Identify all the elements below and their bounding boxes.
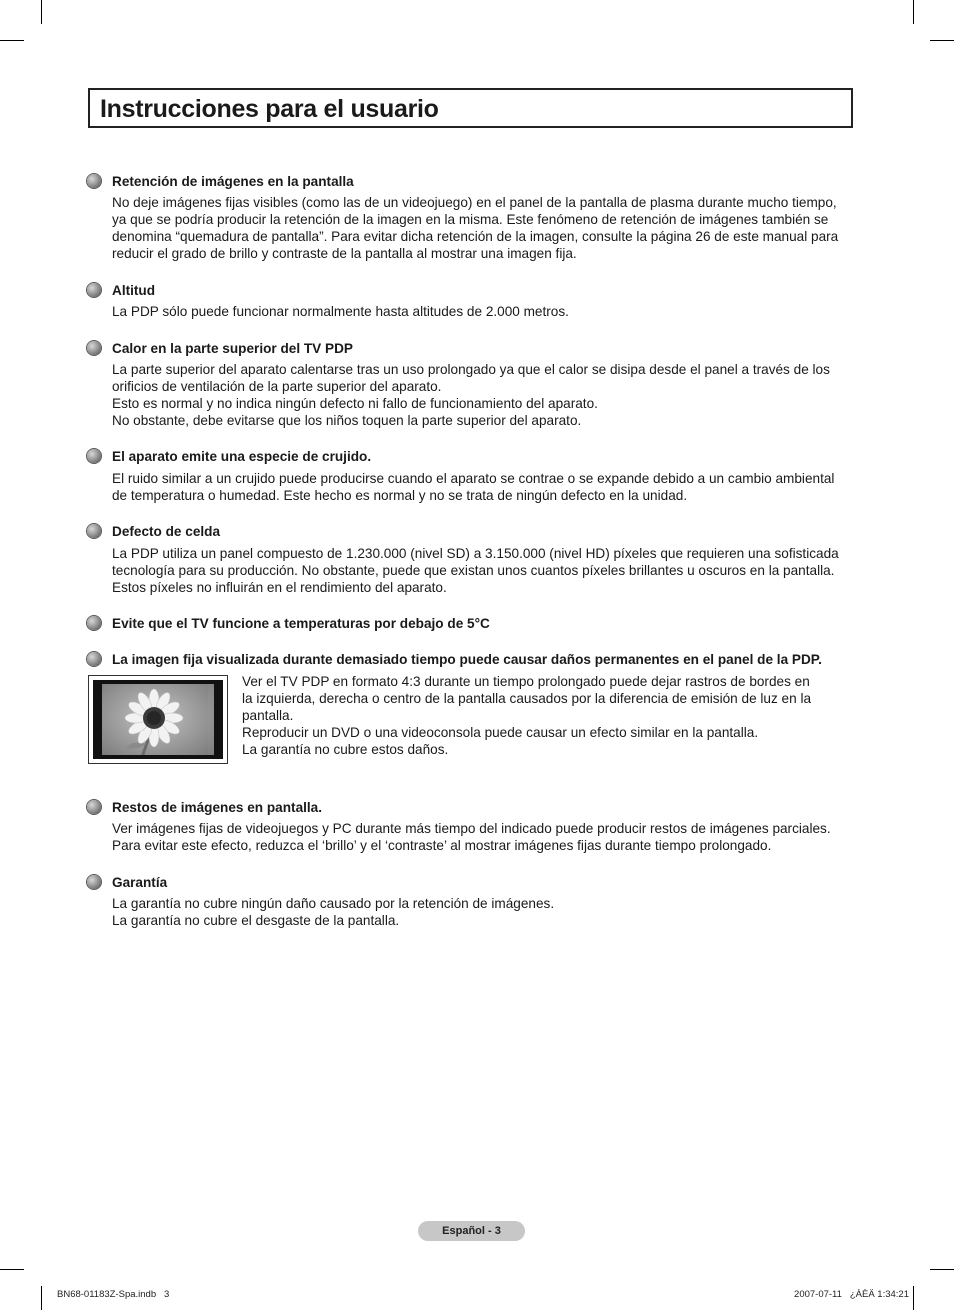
crop-mark <box>913 0 914 24</box>
section-heading: Garantía <box>112 875 168 890</box>
section-body <box>112 361 862 429</box>
body-line: Reproducir un DVD o una videoconsola puede causar un efecto similar en la pantalla. <box>242 725 759 740</box>
section-body <box>112 470 862 504</box>
body-line: la izquierda, derecha o centro de la pantalla causados por la diferencia de emisión de luz en la <box>242 691 812 706</box>
body-line: Esto es normal y no indica ningún defecto ni fallo de funcionamiento del aparato. <box>112 396 598 411</box>
body-line: No obstante, debe evitarse que los niños toquen la parte superior del aparato. <box>112 413 582 428</box>
section-body <box>112 820 862 854</box>
section-body <box>112 895 862 929</box>
footer-timestamp: 2007-07-11 ¿ÀÈÄ 1:34:21 <box>794 1289 909 1300</box>
body-line: La garantía no cubre ningún daño causado por la retención de imágenes. <box>112 896 555 911</box>
round-bullet-icon <box>87 341 101 355</box>
body-line: Estos píxeles no influirán en el rendimiento del aparato. <box>112 580 447 595</box>
round-bullet-icon <box>87 524 101 538</box>
crop-mark <box>913 1286 914 1310</box>
section-body <box>112 545 862 596</box>
body-line: Para evitar este efecto, reduzca el ‘brillo’ y el ‘contraste’ al mostrar imágenes fijas durante tiempo prolongado. <box>112 838 772 853</box>
sunflower-picture <box>102 684 214 755</box>
section-heading: Restos de imágenes en pantalla. <box>112 800 323 815</box>
section-body <box>112 194 862 262</box>
body-line: La garantía no cubre el desgaste de la pantalla. <box>112 913 400 928</box>
round-bullet-icon <box>87 283 101 297</box>
body-line: de temperatura o humedad. Este hecho es normal y no se trata de ningún defecto en la unidad. <box>112 488 688 503</box>
footer-file-info: BN68-01183Z-Spa.indb 3 <box>57 1289 170 1300</box>
section-body <box>112 303 862 320</box>
round-bullet-icon <box>87 875 101 889</box>
section-heading: Calor en la parte superior del TV PDP <box>112 341 353 356</box>
crop-mark <box>0 40 24 41</box>
tv-screen-bezel <box>93 680 223 759</box>
body-line: ya que se podría producir la retención de la imagen en la misma. Este fenómeno de retención de imágenes también se <box>112 212 829 227</box>
section-heading: Defecto de celda <box>112 524 221 539</box>
body-line: El ruido similar a un crujido puede producirse cuando el aparato se contrae o se expande debido a un cambio ambiental <box>112 471 835 486</box>
section-heading: La imagen fija visualizada durante demasiado tiempo puede causar daños permanentes en el panel de la PDP. <box>112 652 822 667</box>
body-line: No deje imágenes fijas visibles (como las de un videojuego) en el panel de la pantalla de plasma durante mucho tiempo, <box>112 195 837 210</box>
section-heading: Retención de imágenes en la pantalla <box>112 174 354 189</box>
sunflower-tv-image <box>88 675 228 764</box>
section-heading: Altitud <box>112 283 156 298</box>
crop-mark <box>0 1269 24 1270</box>
page-title: Instrucciones para el usuario <box>100 95 439 123</box>
round-bullet-icon <box>87 174 101 188</box>
body-line: La PDP utiliza un panel compuesto de 1.230.000 (nivel SD) a 3.150.000 (nivel HD) píxeles que requieren una sofisticada <box>112 546 839 561</box>
body-line: La parte superior del aparato calentarse tras un uso prolongado ya que el calor se disipa desde el panel a través de los <box>112 362 830 377</box>
image-side-text <box>242 673 842 758</box>
crop-mark <box>41 0 42 24</box>
body-line: denomina “quemadura de pantalla”. Para evitar dicha retención de la imagen, consulte la página 26 de este manual para <box>112 229 839 244</box>
body-line: La PDP sólo puede funcionar normalmente hasta altitudes de 2.000 metros. <box>112 304 569 319</box>
round-bullet-icon <box>87 800 101 814</box>
round-bullet-icon <box>87 449 101 463</box>
crop-mark <box>930 40 954 41</box>
section-heading: Evite que el TV funcione a temperaturas por debajo de 5°C <box>112 616 490 631</box>
section-heading: El aparato emite una especie de crujido. <box>112 449 372 464</box>
crop-mark <box>41 1286 42 1310</box>
page-number-badge: Español - 3 <box>418 1221 525 1241</box>
body-line: Ver imágenes fijas de videojuegos y PC durante más tiempo del indicado puede producir restos de imágenes parciales. <box>112 821 831 836</box>
crop-mark <box>930 1269 954 1270</box>
page-title-box <box>88 88 853 128</box>
body-line: La garantía no cubre estos daños. <box>242 742 449 757</box>
body-line: orificios de ventilación de la parte superior del aparato. <box>112 379 442 394</box>
body-line: pantalla. <box>242 708 294 723</box>
body-line: tecnología para su producción. No obstante, puede que existan unos cuantos píxeles brillantes u oscuros en la pantalla. <box>112 563 835 578</box>
body-line: reducir el grado de brillo y contraste de la pantalla al mostrar una imagen fija. <box>112 246 577 261</box>
round-bullet-icon <box>87 616 101 630</box>
round-bullet-icon <box>87 652 101 666</box>
sunflower-icon <box>102 684 208 755</box>
body-line: Ver el TV PDP en formato 4:3 durante un tiempo prolongado puede dejar rastros de bordes en <box>242 674 810 689</box>
